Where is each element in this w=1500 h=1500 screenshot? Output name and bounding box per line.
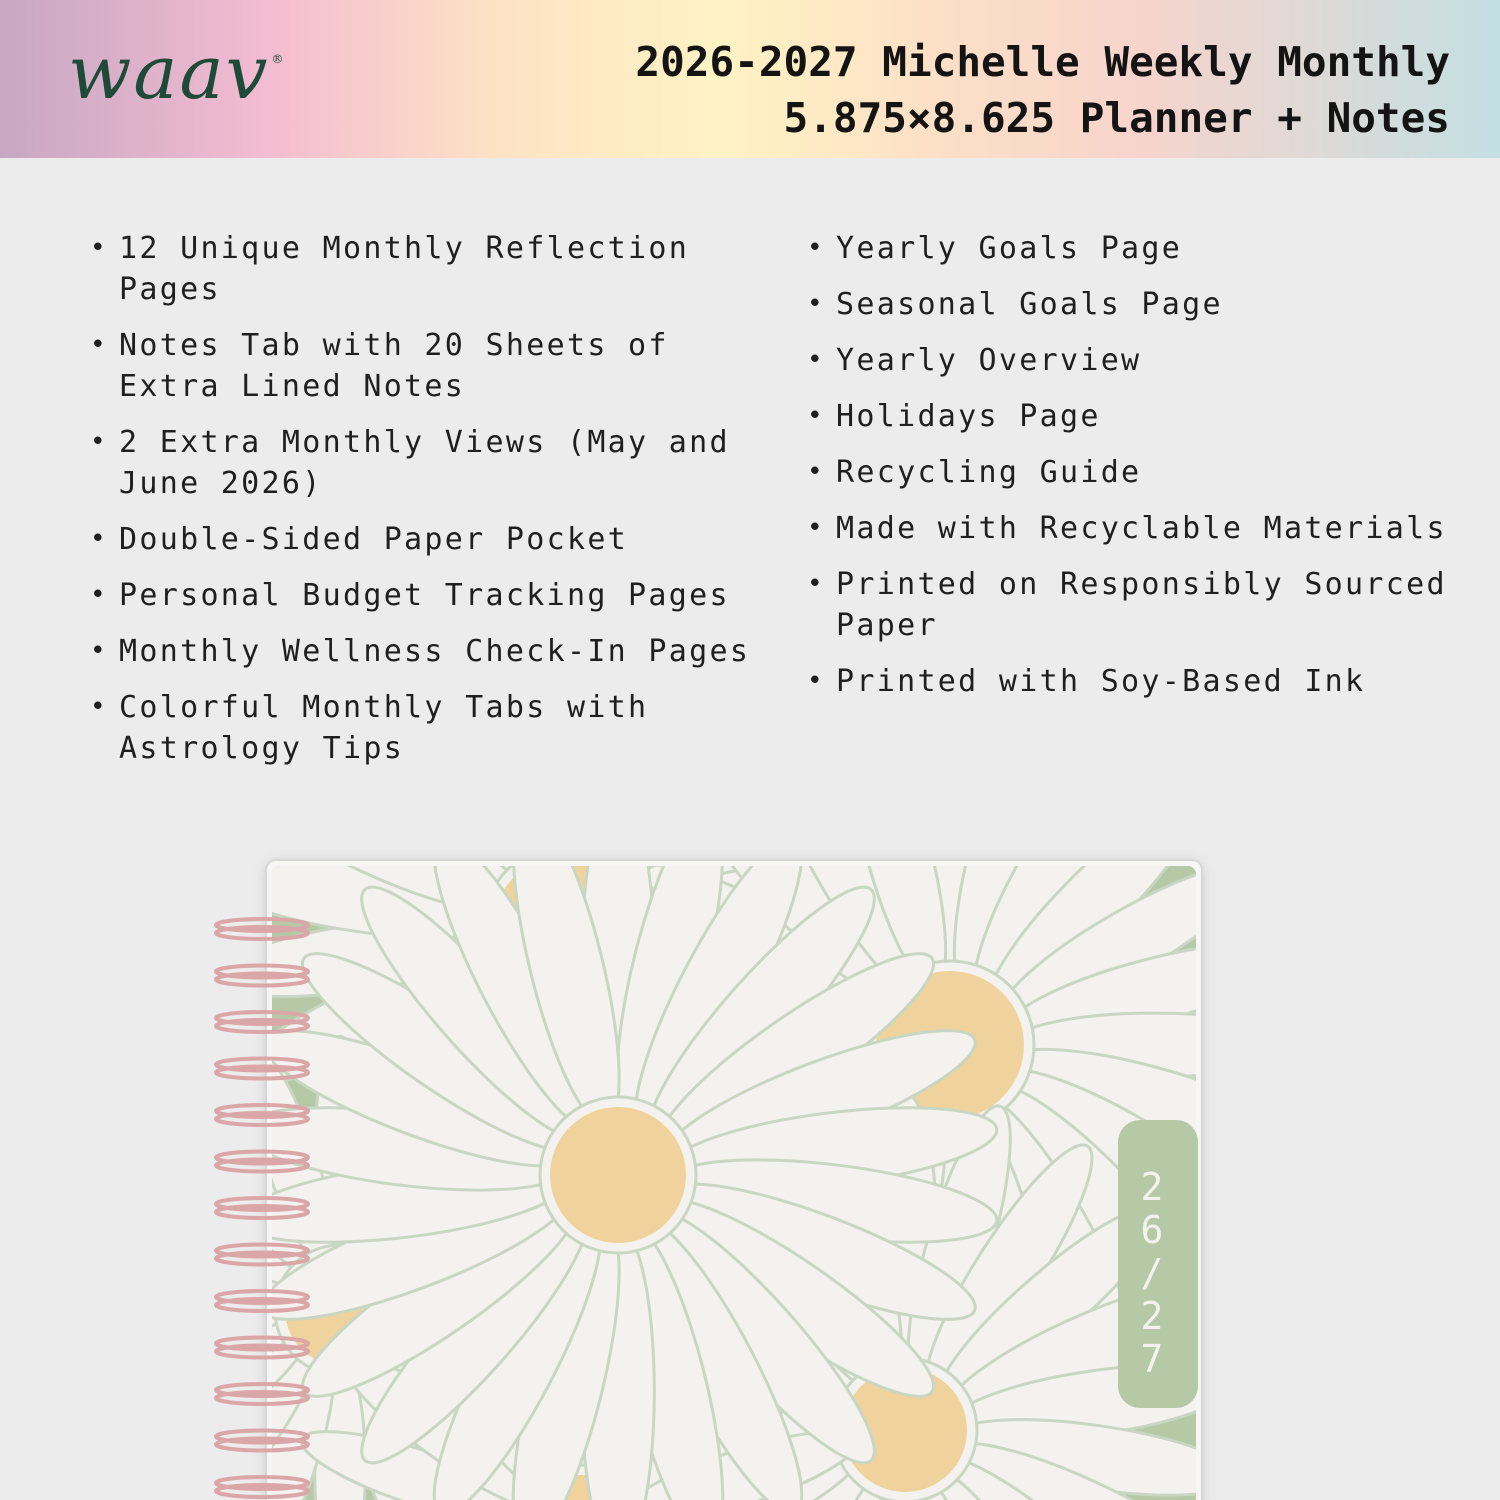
- daisy-pattern: [67, 571, 1300, 1500]
- brand-logo: waav ®: [68, 30, 286, 116]
- feature-item: • Printed on Responsibly Sourced Paper: [807, 564, 1447, 646]
- daisy-petal: [433, 576, 581, 882]
- feature-item: • Holidays Page: [807, 396, 1447, 437]
- feature-item: • Yearly Goals Page: [807, 228, 1447, 269]
- feature-item: • Double-Sided Paper Pocket: [90, 519, 790, 560]
- daisy-petal: [549, 576, 697, 882]
- feature-item: • Colorful Monthly Tabs with Astrology Tips: [90, 687, 790, 769]
- feature-item: • Notes Tab with 20 Sheets of Extra Lined Notes: [90, 325, 790, 407]
- year-tab-char: 6: [1140, 1208, 1164, 1252]
- feature-item: • 2 Extra Monthly Views (May and June 2026): [90, 422, 790, 504]
- year-tab: [1118, 1120, 1198, 1408]
- feature-item: • Made with Recyclable Materials: [807, 508, 1447, 549]
- year-tab-char: /: [1140, 1251, 1164, 1295]
- feature-item: • Printed with Soy-Based Ink: [807, 661, 1447, 702]
- feature-item: • Yearly Overview: [807, 340, 1447, 381]
- year-tab-char: 7: [1140, 1337, 1164, 1381]
- year-tab-char: 2: [1140, 1165, 1164, 1209]
- feature-item: • 12 Unique Monthly Reflection Pages: [90, 228, 790, 310]
- feature-item: • Recycling Guide: [807, 452, 1447, 493]
- year-tab-char: 2: [1140, 1294, 1164, 1338]
- feature-item: • Seasonal Goals Page: [807, 284, 1447, 325]
- product-title-line2: 5.875×8.625 Planner + Notes: [783, 94, 1450, 142]
- product-title-line1: 2026-2027 Michelle Weekly Monthly: [635, 38, 1450, 86]
- daisy-center: [550, 1107, 686, 1243]
- daisy-petal: [568, 610, 786, 898]
- planner-cover-art: [67, 571, 1300, 1500]
- daisy-petal: [532, 571, 598, 871]
- feature-item: • Personal Budget Tracking Pages: [90, 575, 790, 616]
- daisy-petal: [344, 610, 562, 898]
- feature-item: • Monthly Wellness Check-In Pages: [90, 631, 790, 672]
